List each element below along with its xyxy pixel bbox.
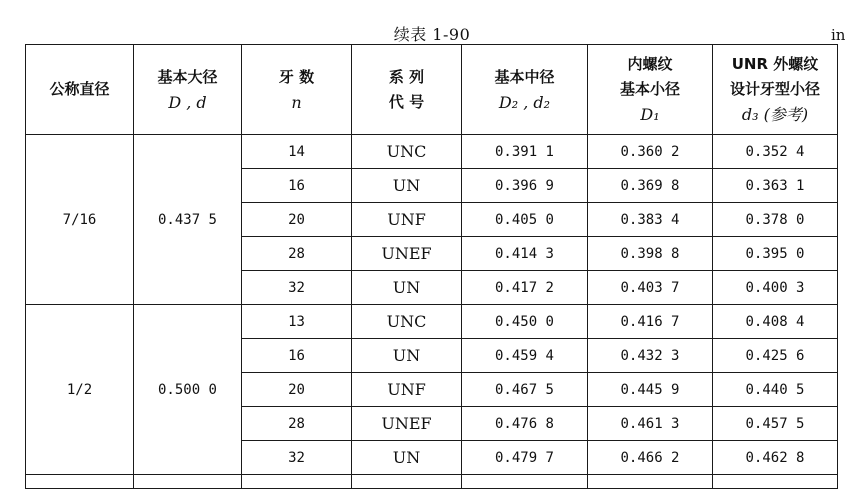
header-line: 系 列	[388, 67, 425, 86]
tpi-cell: 16	[242, 339, 352, 373]
header-nominal-diameter	[26, 45, 134, 135]
external-minor-cell: 0.457 5	[713, 407, 838, 441]
pitch-diameter-cell: 0.467 5	[462, 373, 588, 407]
internal-minor-cell: 0.432 3	[588, 339, 713, 373]
external-minor-cell: 0.425 6	[713, 339, 838, 373]
table-row	[26, 305, 838, 339]
series-cell: UN	[352, 271, 462, 305]
internal-minor-cell: 0.466 2	[588, 441, 713, 475]
internal-minor-cell: 0.398 8	[588, 237, 713, 271]
nominal-diameter-cell: 7/16	[26, 135, 134, 305]
external-minor-cell: 0.352 4	[713, 135, 838, 169]
header-symbol: D , d	[168, 92, 207, 112]
table-row-partial	[26, 475, 838, 489]
tpi-cell: 14	[242, 135, 352, 169]
header-line: UNR 外螺纹	[731, 55, 819, 73]
table-caption: 续表 1-90	[393, 25, 471, 44]
major-diameter-cell: 0.437 5	[134, 135, 242, 305]
nominal-diameter-cell: 1/2	[26, 305, 134, 475]
major-diameter-cell: 0.500 0	[134, 305, 242, 475]
pitch-diameter-cell: 0.417 2	[462, 271, 588, 305]
unit-label: in	[831, 26, 846, 44]
tpi-cell: 32	[242, 441, 352, 475]
series-cell: UNF	[352, 203, 462, 237]
tpi-cell: 20	[242, 203, 352, 237]
table-cell	[134, 475, 242, 489]
tpi-cell: 32	[242, 271, 352, 305]
tpi-cell: 20	[242, 373, 352, 407]
external-minor-cell: 0.363 1	[713, 169, 838, 203]
header-symbol: d₃ (参考)	[741, 105, 809, 124]
table-cell	[588, 475, 713, 489]
tpi-cell: 16	[242, 169, 352, 203]
external-minor-cell: 0.408 4	[713, 305, 838, 339]
header-line: 代 号	[388, 92, 425, 111]
header-threads-per-inch	[242, 45, 352, 135]
internal-minor-cell: 0.445 9	[588, 373, 713, 407]
series-cell: UNC	[352, 135, 462, 169]
header-pitch-diameter	[462, 45, 588, 135]
external-minor-cell: 0.378 0	[713, 203, 838, 237]
tpi-cell: 28	[242, 237, 352, 271]
header-symbol: D₂ , d₂	[498, 92, 551, 112]
header-line: 公称直径	[49, 80, 110, 98]
series-cell: UNEF	[352, 237, 462, 271]
pitch-diameter-cell: 0.479 7	[462, 441, 588, 475]
external-minor-cell: 0.400 3	[713, 271, 838, 305]
header-symbol: n	[291, 92, 302, 112]
pitch-diameter-cell: 0.396 9	[462, 169, 588, 203]
internal-minor-cell: 0.461 3	[588, 407, 713, 441]
table-cell	[242, 475, 352, 489]
external-minor-cell: 0.440 5	[713, 373, 838, 407]
header-line: 基本中径	[494, 67, 555, 86]
header-line: 内螺纹	[627, 55, 673, 73]
internal-minor-cell: 0.369 8	[588, 169, 713, 203]
internal-minor-cell: 0.416 7	[588, 305, 713, 339]
thread-dimension-table	[25, 44, 838, 489]
header-internal-minor-diameter	[588, 45, 713, 135]
header-line: 设计牙型小径	[729, 80, 820, 98]
header-line: 基本大径	[157, 67, 218, 86]
header-row	[26, 45, 838, 135]
series-cell: UN	[352, 169, 462, 203]
header-series-code	[352, 45, 462, 135]
external-minor-cell: 0.462 8	[713, 441, 838, 475]
header-line: 基本小径	[619, 80, 680, 98]
tpi-cell: 13	[242, 305, 352, 339]
table-cell	[352, 475, 462, 489]
pitch-diameter-cell: 0.414 3	[462, 237, 588, 271]
series-cell: UNC	[352, 305, 462, 339]
pitch-diameter-cell: 0.405 0	[462, 203, 588, 237]
internal-minor-cell: 0.383 4	[588, 203, 713, 237]
table-cell	[462, 475, 588, 489]
table-row	[26, 135, 838, 169]
series-cell: UNEF	[352, 407, 462, 441]
header-external-minor-diameter	[713, 45, 838, 135]
pitch-diameter-cell: 0.450 0	[462, 305, 588, 339]
internal-minor-cell: 0.403 7	[588, 271, 713, 305]
table-cell	[26, 475, 134, 489]
external-minor-cell: 0.395 0	[713, 237, 838, 271]
pitch-diameter-cell: 0.476 8	[462, 407, 588, 441]
header-major-diameter	[134, 45, 242, 135]
pitch-diameter-cell: 0.391 1	[462, 135, 588, 169]
series-cell: UN	[352, 441, 462, 475]
series-cell: UNF	[352, 373, 462, 407]
internal-minor-cell: 0.360 2	[588, 135, 713, 169]
tpi-cell: 28	[242, 407, 352, 441]
table-cell	[713, 475, 838, 489]
header-symbol: D₁	[640, 105, 660, 124]
pitch-diameter-cell: 0.459 4	[462, 339, 588, 373]
series-cell: UN	[352, 339, 462, 373]
header-line: 牙 数	[278, 67, 315, 86]
